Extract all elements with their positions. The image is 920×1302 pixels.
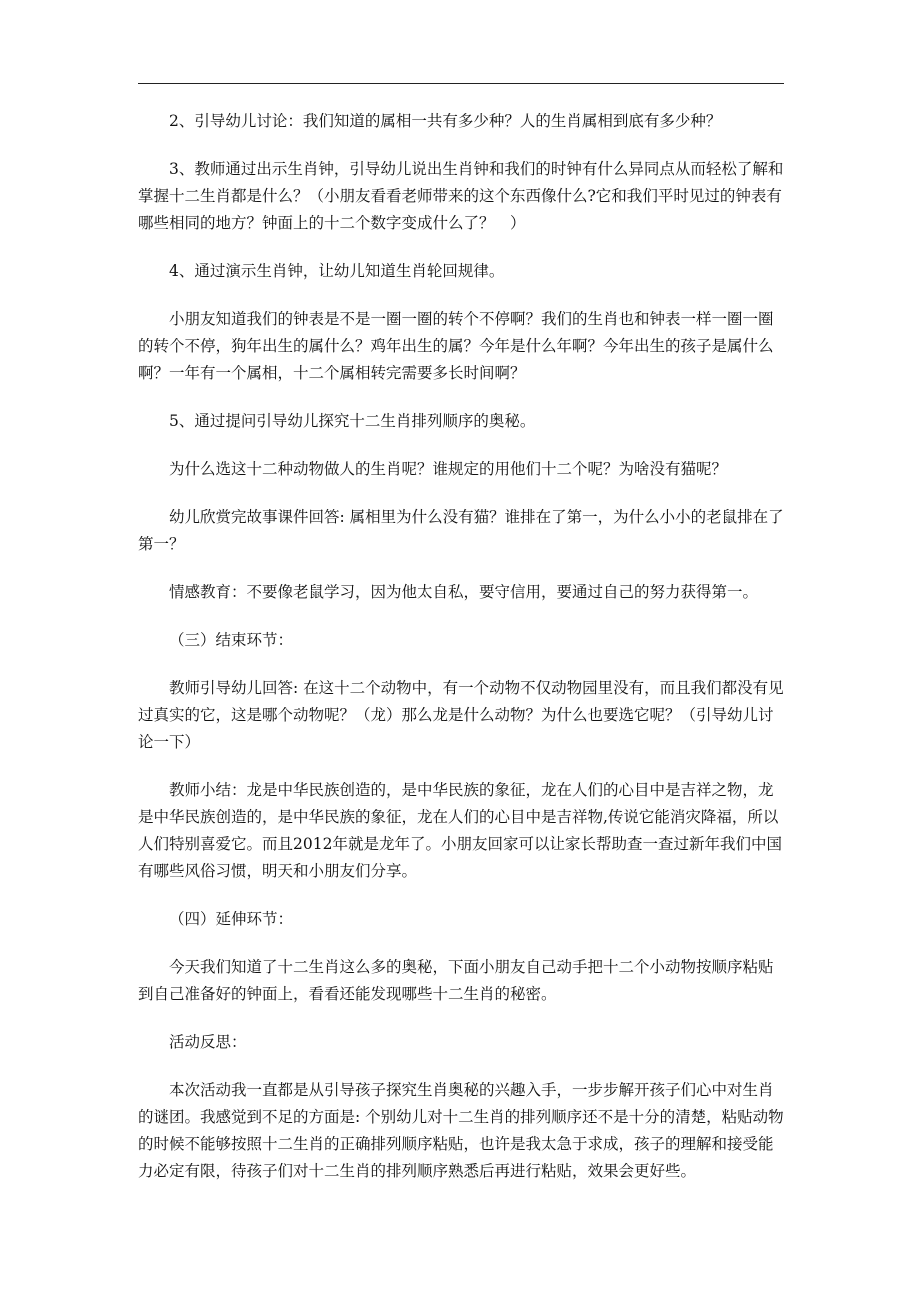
header-rule xyxy=(138,83,784,84)
paragraph-teacher-summary: 教师小结：龙是中华民族创造的，是中华民族的象征，龙在人们的心目中是吉祥之物，龙是中华民族创造的，是中华民族的象征，龙在人们的心目中是吉祥物,传说它能消灾降福，所以人们特别喜爱它。而且2012年就是龙年了。小朋友回家可以让家长帮助查一查过新年我们中国有哪些风俗习惯，明天和小朋友们分享。 xyxy=(138,781,782,880)
document-body xyxy=(138,108,784,1185)
paragraph-emotion-education: 情感教育：不要像老鼠学习，因为他太自私，要守信用，要通过自己的努力获得第一。 xyxy=(169,583,759,601)
paragraph-why-animals: 为什么选这十二种动物做人的生肖呢？谁规定的用他们十二个呢？为啥没有猫呢？ xyxy=(169,460,728,478)
section-heading-extension: （四）延伸环节： xyxy=(169,910,294,928)
paragraph-zodiac-clock: 3、教师通过出示生肖钟，引导幼儿说出生肖钟和我们的时钟有什么异同点从而轻松了解和掌握十二生肖都是什么？（小朋友看看老师带来的这个东西像什么?它和我们平时见过的钟表有哪些相同的地方？钟面上的十二个数字变成什么了？ ） xyxy=(138,160,784,232)
section-heading-reflection: 活动反思： xyxy=(169,1033,247,1051)
paragraph-explore-order: 5、通过提问引导幼儿探究十二生肖排列顺序的奥秘。 xyxy=(169,412,536,430)
paragraph-clock-cycle: 小朋友知道我们的钟表是不是一圈一圈的转个不停啊？我们的生肖也和钟表一样一圈一圈的转个不停，狗年出生的属什么？鸡年出生的属？今年是什么年啊？今年出生的孩子是属什么啊？一年有一个属相，十二个属相转完需要多长时间啊？ xyxy=(138,310,774,382)
paragraph-story-answer: 幼儿欣赏完故事课件回答: 属相里为什么没有猫？谁排在了第一，为什么小小的老鼠排在了第一？ xyxy=(138,508,784,553)
paragraph-demo-rule: 4、通过演示生肖钟，让幼儿知道生肖轮回规律。 xyxy=(169,262,505,280)
paragraph-dragon-question: 教师引导幼儿回答: 在这十二个动物中，有一个动物不仅动物园里没有，而且我们都没有见过真实的它，这是哪个动物呢？（龙）那么龙是什么动物？为什么也要选它呢？（引导幼儿讨论一下） xyxy=(138,679,784,751)
paragraph-discussion: 2、引导幼儿讨论：我们知道的属相一共有多少种？人的生肖属相到底有多少种？ xyxy=(169,112,722,130)
paragraph-extension-activity: 今天我们知道了十二生肖这么多的奥秘，下面小朋友自己动手把十二个小动物按顺序粘贴到自己准备好的钟面上，看看还能发现哪些十二生肖的秘密。 xyxy=(138,958,774,1003)
paragraph-reflection: 本次活动我一直都是从引导孩子探究生肖奥秘的兴趣入手，一步步解开孩子们心中对生肖的谜团。我感觉到不足的方面是: 个别幼儿对十二生肖的排列顺序还不是十分的清楚，粘贴动物的时候不能够按照十二生肖的正确排列顺序粘贴，也许是我太急于求成，孩子的理解和接受能力必定有限，待孩子们对十二生肖的排列顺序熟悉后再进行粘贴，效果会更好些。 xyxy=(138,1081,784,1180)
section-heading-ending: （三）结束环节： xyxy=(169,631,294,649)
